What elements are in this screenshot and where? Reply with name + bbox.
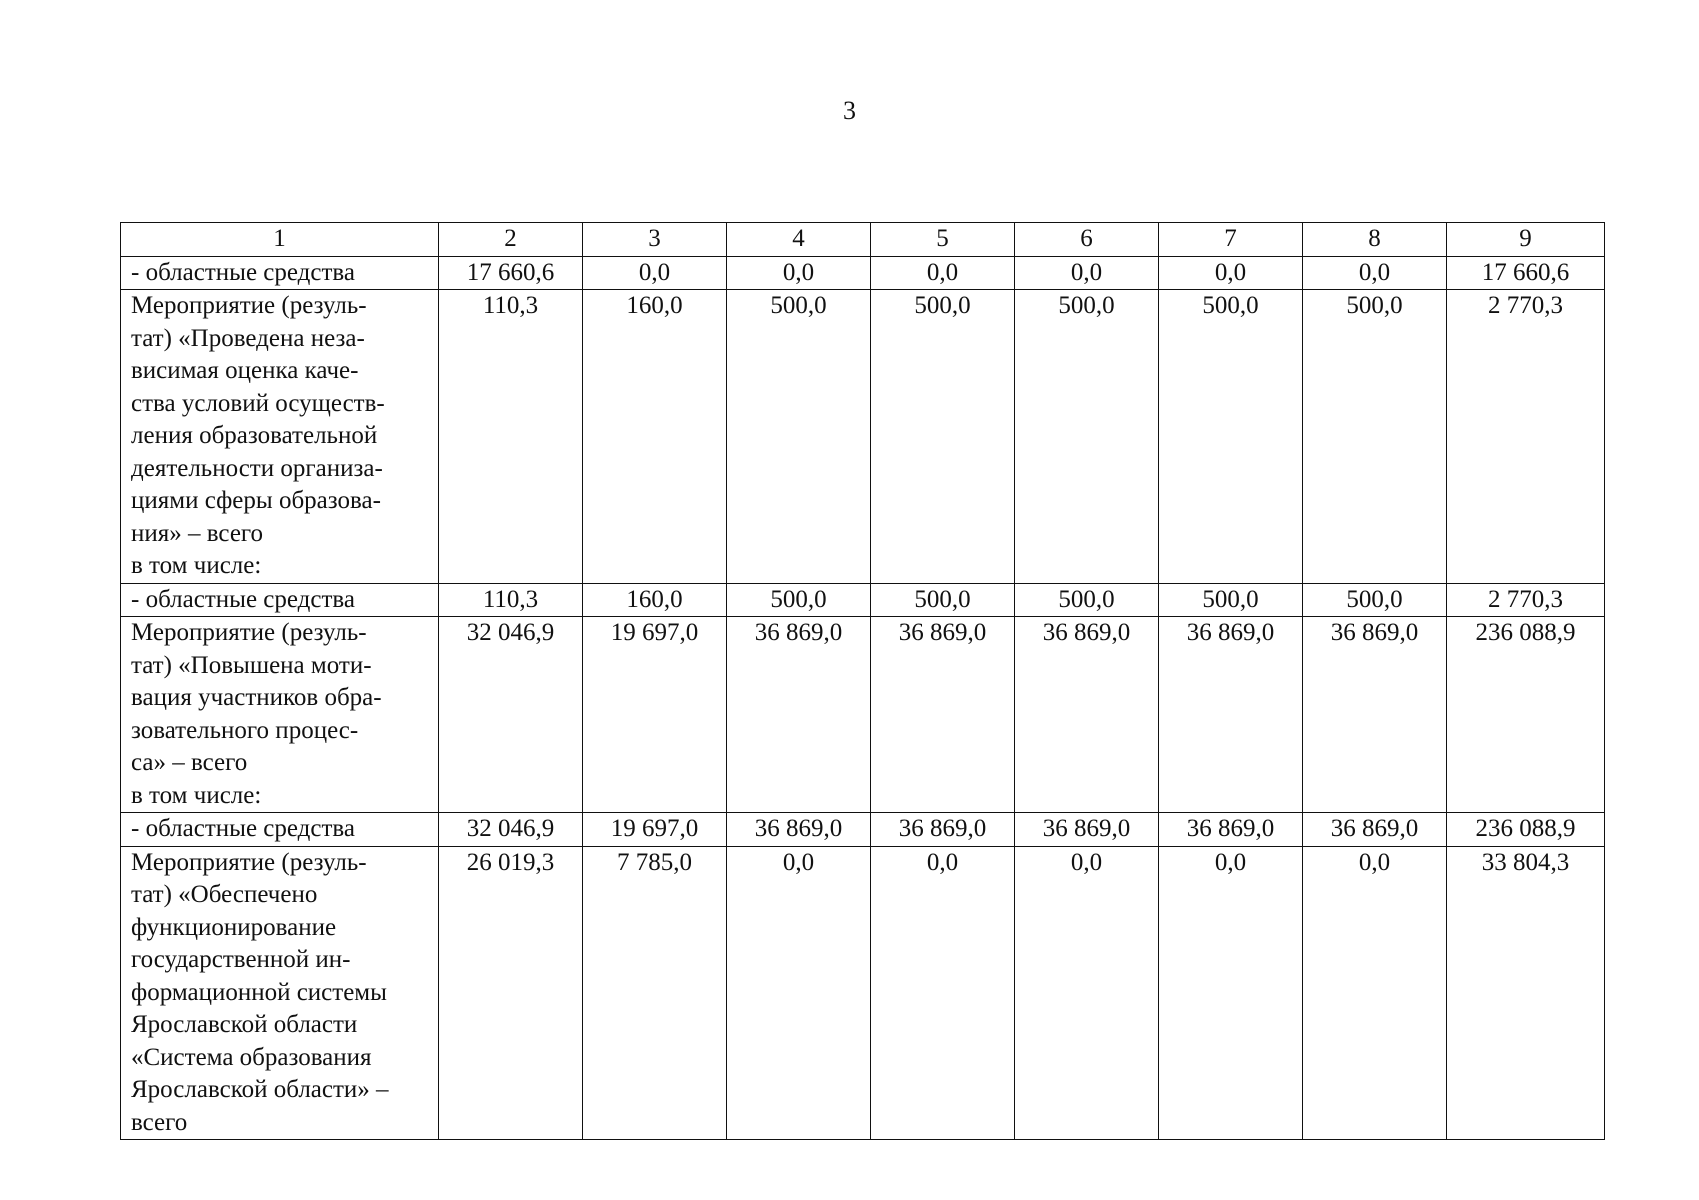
total-value-cell: 33 804,3 bbox=[1447, 846, 1605, 1140]
funding-source-label: - областные средства bbox=[121, 813, 439, 847]
value-cell: 160,0 bbox=[583, 290, 727, 584]
measure-row bbox=[121, 617, 1605, 813]
value-cell: 0,0 bbox=[1303, 846, 1447, 1140]
value-cell: 500,0 bbox=[1015, 583, 1159, 617]
column-header: 9 bbox=[1447, 223, 1605, 257]
value-cell: 160,0 bbox=[583, 583, 727, 617]
value-cell: 110,3 bbox=[439, 290, 583, 584]
value-cell: 36 869,0 bbox=[1303, 813, 1447, 847]
value-cell: 500,0 bbox=[727, 290, 871, 584]
value-cell: 7 785,0 bbox=[583, 846, 727, 1140]
funding-source-row bbox=[121, 256, 1605, 290]
measure-row bbox=[121, 846, 1605, 1140]
total-value-cell: 236 088,9 bbox=[1447, 617, 1605, 813]
value-cell: 500,0 bbox=[1303, 290, 1447, 584]
column-header: 4 bbox=[727, 223, 871, 257]
column-header: 5 bbox=[871, 223, 1015, 257]
value-cell: 19 697,0 bbox=[583, 813, 727, 847]
funding-source-label: - областные средства bbox=[121, 256, 439, 290]
value-cell: 0,0 bbox=[1159, 846, 1303, 1140]
value-cell: 36 869,0 bbox=[871, 617, 1015, 813]
value-cell: 0,0 bbox=[727, 256, 871, 290]
measure-label: Мероприятие (резуль- тат) «Проведена неза- висимая оценка каче- ства условий осуществ- ления образовательной деятельности организа- циями сферы образова- ния» – всего в том числе: bbox=[121, 290, 439, 584]
column-header: 7 bbox=[1159, 223, 1303, 257]
value-cell: 26 019,3 bbox=[439, 846, 583, 1140]
funding-source-row bbox=[121, 583, 1605, 617]
value-cell: 0,0 bbox=[1303, 256, 1447, 290]
value-cell: 36 869,0 bbox=[1015, 813, 1159, 847]
total-value-cell: 2 770,3 bbox=[1447, 583, 1605, 617]
value-cell: 110,3 bbox=[439, 583, 583, 617]
value-cell: 0,0 bbox=[871, 256, 1015, 290]
column-header: 6 bbox=[1015, 223, 1159, 257]
value-cell: 0,0 bbox=[1015, 256, 1159, 290]
value-cell: 500,0 bbox=[1303, 583, 1447, 617]
column-header: 8 bbox=[1303, 223, 1447, 257]
measure-row bbox=[121, 290, 1605, 584]
value-cell: 0,0 bbox=[1015, 846, 1159, 1140]
value-cell: 17 660,6 bbox=[439, 256, 583, 290]
column-header: 3 bbox=[583, 223, 727, 257]
total-value-cell: 236 088,9 bbox=[1447, 813, 1605, 847]
value-cell: 19 697,0 bbox=[583, 617, 727, 813]
value-cell: 500,0 bbox=[871, 290, 1015, 584]
value-cell: 0,0 bbox=[727, 846, 871, 1140]
total-value-cell: 2 770,3 bbox=[1447, 290, 1605, 584]
budget-table bbox=[120, 222, 1605, 1140]
value-cell: 32 046,9 bbox=[439, 617, 583, 813]
page-number: 3 bbox=[843, 96, 856, 125]
funding-source-label: - областные средства bbox=[121, 583, 439, 617]
value-cell: 0,0 bbox=[1159, 256, 1303, 290]
value-cell: 500,0 bbox=[1015, 290, 1159, 584]
column-header: 2 bbox=[439, 223, 583, 257]
total-value-cell: 17 660,6 bbox=[1447, 256, 1605, 290]
value-cell: 500,0 bbox=[1159, 583, 1303, 617]
value-cell: 36 869,0 bbox=[1159, 813, 1303, 847]
value-cell: 36 869,0 bbox=[727, 617, 871, 813]
value-cell: 36 869,0 bbox=[1015, 617, 1159, 813]
value-cell: 0,0 bbox=[871, 846, 1015, 1140]
column-header: 1 bbox=[121, 223, 439, 257]
value-cell: 0,0 bbox=[583, 256, 727, 290]
value-cell: 36 869,0 bbox=[1303, 617, 1447, 813]
funding-source-row bbox=[121, 813, 1605, 847]
column-number-row bbox=[121, 223, 1605, 257]
value-cell: 500,0 bbox=[871, 583, 1015, 617]
value-cell: 36 869,0 bbox=[727, 813, 871, 847]
value-cell: 500,0 bbox=[727, 583, 871, 617]
value-cell: 500,0 bbox=[1159, 290, 1303, 584]
value-cell: 36 869,0 bbox=[1159, 617, 1303, 813]
value-cell: 32 046,9 bbox=[439, 813, 583, 847]
measure-label: Мероприятие (резуль- тат) «Повышена моти- вация участников обра- зовательного процес- са» – всего в том числе: bbox=[121, 617, 439, 813]
value-cell: 36 869,0 bbox=[871, 813, 1015, 847]
measure-label: Мероприятие (резуль- тат) «Обеспечено функционирование государственной ин- формационной системы Ярославской области «Система образования Ярославской области» – всего bbox=[121, 846, 439, 1140]
